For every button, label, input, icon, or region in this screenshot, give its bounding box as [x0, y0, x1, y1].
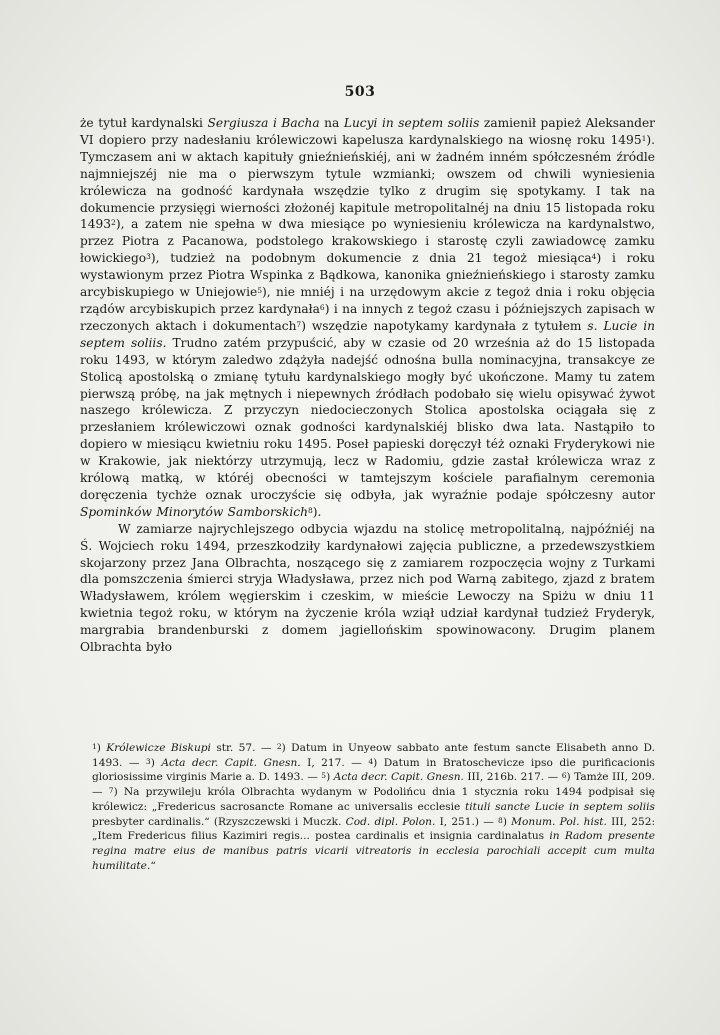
text-span: ) Na przywileju króla Olbrachta wydanym w Podolińcu dnia 1 stycznia roku 1494 podpisał się królewicz: „Fredericus sacrosancte Romane ac universalis ecclesie [92, 786, 655, 813]
text-span: ) i na innych z tegoż czasu i późniejszych zapisach w rzeczonych aktach i dokumentach [80, 301, 655, 333]
text-span: III, 216b. 217. — [463, 771, 562, 784]
italic-span: Acta decr. Capit. Gnesn. [333, 771, 464, 784]
paragraph-2: W zamiarze najrychlejszego odbycia wjazdu na stolicę metropolitalną, najpóźniéj na Ś. Wojciech roku 1494, przeszkodziły kardynałowi zajęcia publiczne, a przedewszystkiem skojarzony przez Jana Olbrachta, noszącego się z zamiarem rozpoczęcia wojny z Turkami dla pomszczenia śmierci stryja Władysława, przez nich pod Warną zabitego, zjazd z bratem Władysławem, królem węgierskim i czeskim, w mieście Lewoczy na Spiżu w dniu 11 kwietnia tegoż roku, w którym na życzenie króla wziął udział kardynał tudzież Fryderyk, margrabia brandenburski z domem jagiellońskim spowinowacony. Drugim planem Olbrachta było [80, 521, 655, 655]
footnote-ref: 3 [146, 252, 151, 262]
text-span: presbyter cardinalis.“ (Rzyszczewski i Muczk. [92, 815, 346, 828]
paragraph-1 [80, 115, 655, 521]
text-span: ) [150, 756, 162, 769]
text-span: str. 57. — [210, 742, 277, 754]
footnote-number: 8 [498, 815, 503, 825]
footnote-number: 2 [276, 742, 282, 751]
text-span: I, 217. — [300, 756, 369, 769]
italic-span: Królewicze Biskupi [106, 742, 211, 754]
text-span: ) Datum in Bratoschevicze ipso die purificacionis gloriosissime virginis Marie a. D. 1493. — [92, 756, 655, 784]
text-span: ), nie mniéj i na urzędowym akcie z tegoż dnia i roku objęcia rządów arcybiskupich przez kardynała [80, 285, 655, 316]
footnote-ref: 6 [319, 302, 325, 312]
footnote-ref: 8 [308, 505, 313, 515]
italic-span: in Radom presente regina matre eius de manibus patris vicarii vitreatoris in ecclesia parochiali accepit cum multa humilitate. [92, 830, 656, 872]
text-span: ) Datum in Unyeow sabbato ante festum sancte Elisabeth anno D. 1493. — [92, 742, 655, 769]
text-span: ). [312, 504, 322, 519]
footnote-number: 1 [92, 742, 97, 751]
footnote-number: 3 [145, 756, 151, 766]
text-span: ) [502, 815, 512, 828]
text-span: “ [150, 859, 156, 872]
text-span: ) Tamże III, 209. — [92, 771, 655, 799]
italic-span: Acta decr. Capit. Gnesn. [161, 756, 301, 769]
footnote-number: 4 [368, 756, 374, 766]
text-span: że tytuł kardynalski [80, 116, 208, 130]
italic-span: Monum. Pol. hist. [511, 815, 607, 828]
italic-span: Sergiusza i Bacha [207, 116, 320, 130]
footnote-ref: 4 [591, 252, 597, 262]
text-span: ) [326, 771, 334, 784]
footnote-number: 7 [108, 786, 114, 796]
text-span: ) i roku wystawionym przez Piotra Wspinka z Bądkowa, kanonika gnieźnieńskiego i starosty zamku arcybiskupiego w Uniejowie [80, 251, 655, 300]
italic-span: tituli sancte Lucie in septem soliis [465, 800, 655, 813]
footnote-number: 5 [321, 771, 327, 781]
italic-span: Cod. dipl. Polon. [345, 815, 436, 828]
text-span: ), tudzież na podobnym dokumencie z dnia 21 tegoż miesiąca [150, 251, 592, 266]
text-span: zamienił papież Aleksander VI dopiero przy nadesłaniu królewiczowi kapelusza kardynalskiego na wiosnę roku 1495 [80, 116, 655, 147]
footnotes-block [92, 741, 655, 873]
italic-span: s. Lucie in septem soliis. [80, 318, 655, 350]
page-number: 503 [344, 84, 376, 100]
text-span: Trudno zatém przypuścić, aby w czasie od 20 września aż do 15 listopada roku 1493, w którym zaledwo zdążyła nadejść odnośna bulla nominacyjna, transakcye ze Stolicą apostolską o zmianę tytułu kardynalskiego mogły być ukończone. Mamy tu zatem pierwszą próbę, na jak mętnych i niepewnych źródłach podobało się wielu opisywać żywot naszego królewicza. Z przyczyn niedocieczonych Stolica apostolska ociągała się z przesłaniem królewiczowi oznak godności kardynalskiéj blisko dwa lata. Nastąpiło to dopiero w miesiącu kwietniu roku 1495. Poseł papieski doręczył téż oznaki Fryderykowi nie w Krakowie, jak niektórzy utrzymują, lecz w Radomiu, gdzie zastał królewicza wraz z królową matką, w któréj obecności w tamtejszym kościele parafialnym ceremonia doręczenia tychże oznak uroczyście się odbyła, jak wyraźnie podaje spółczesny autor [80, 335, 655, 502]
footnote-ref: 1 [641, 133, 647, 143]
footnotes-text [92, 741, 655, 873]
text-span: ) [96, 742, 107, 754]
main-text-block [80, 115, 655, 656]
text-span: III, 252: „Item Fredericus filius Kazimiri regis... postea cardinalis et insignia cardinalatus [92, 815, 656, 843]
footnote-ref: 5 [257, 286, 262, 296]
text-span: na [319, 116, 344, 130]
italic-span: Spominków Minorytów Samborskich [80, 504, 308, 519]
italic-span: Lucyi in septem soliis [343, 116, 480, 130]
text-span: I, 251.) — [435, 815, 499, 828]
footnote-ref: 2 [111, 218, 116, 228]
main-text [80, 115, 655, 656]
text-span: ), a zatem nie spełna w dwa miesiące po wyniesieniu królewicza na kardynalstwo, przez Piotra z Pacanowa, podstolego krakowskiego i starostę czyli zawiadowcę zamku łowickiego [80, 217, 655, 266]
footnote-number: 6 [561, 771, 567, 781]
text-span: ). Tymczasem ani w aktach kapituły gnieźnieńskiéj, ani w żadném inném spółczesném źródle najmniejszéj nie ma o pierwszym tytule wzmianki; owszem od chwili wyniesienia królewicza na godność kardynała wszędzie tylko z drugim się spotykamy. I tak na dokumencie przysięgi wierności złożonéj kapitule metropolitalnéj na dniu 15 listopada roku 1493 [80, 132, 655, 232]
text-span: ) wszędzie napotykamy kardynała z tytułem [301, 318, 588, 333]
footnote-ref: 7 [296, 319, 302, 329]
